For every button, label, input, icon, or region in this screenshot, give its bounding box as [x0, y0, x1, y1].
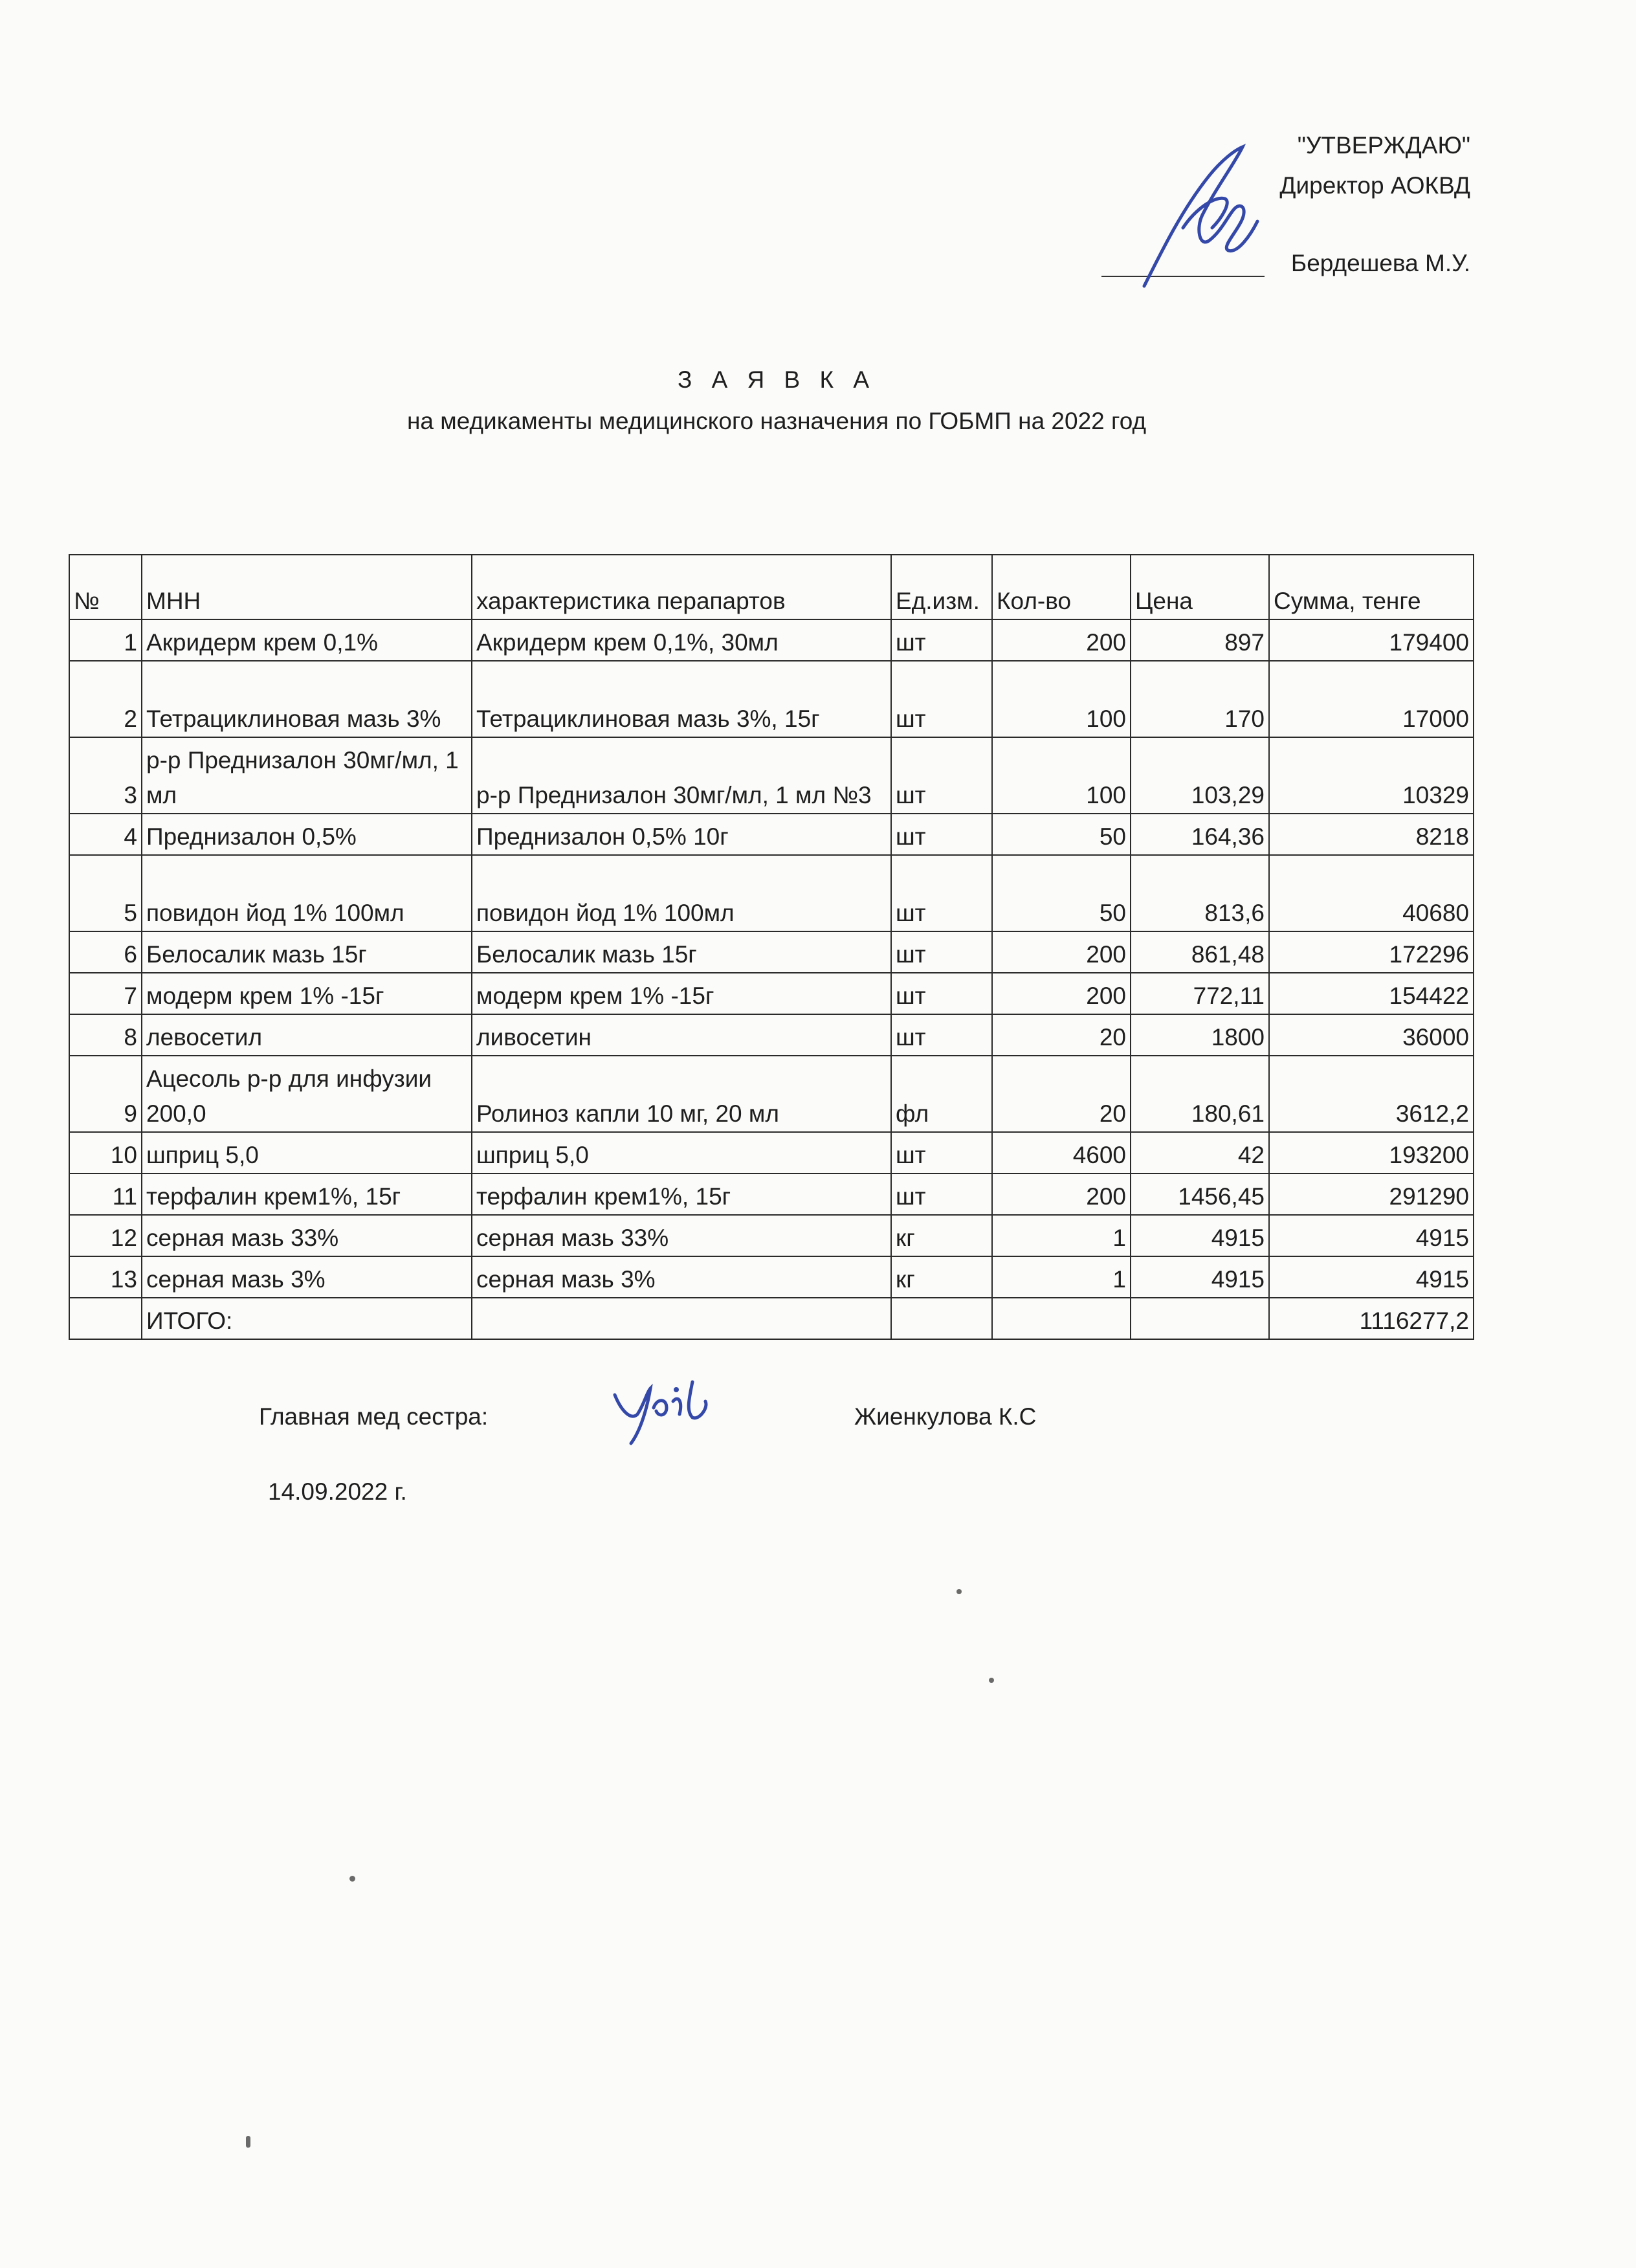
empty-cell	[472, 1298, 891, 1339]
cell-number: 3	[69, 737, 142, 814]
total-label: ИТОГО:	[142, 1298, 472, 1339]
cell-quantity: 200	[992, 1173, 1131, 1215]
table-row	[69, 973, 1474, 1014]
cell-quantity: 200	[992, 973, 1131, 1014]
cell-description: ливосетин	[472, 1014, 891, 1056]
cell-unit: шт	[891, 661, 992, 737]
table-row	[69, 1256, 1474, 1298]
cell-price: 4915	[1131, 1256, 1269, 1298]
cell-price: 4915	[1131, 1215, 1269, 1256]
cell-mnn: левосетил	[142, 1014, 472, 1056]
cell-number: 1	[69, 619, 142, 661]
cell-quantity: 100	[992, 737, 1131, 814]
cell-unit: шт	[891, 855, 992, 931]
cell-unit: кг	[891, 1215, 992, 1256]
cell-number: 5	[69, 855, 142, 931]
empty-cell	[992, 1298, 1131, 1339]
cell-sum: 36000	[1269, 1014, 1474, 1056]
cell-quantity: 50	[992, 814, 1131, 855]
nurse-signature	[602, 1375, 731, 1447]
cell-number: 9	[69, 1056, 142, 1132]
approval-stamp: "УТВЕРЖДАЮ"	[1297, 132, 1470, 159]
cell-mnn: Акридерм крем 0,1%	[142, 619, 472, 661]
cell-number: 8	[69, 1014, 142, 1056]
cell-quantity: 20	[992, 1056, 1131, 1132]
header-number: №	[69, 555, 142, 619]
cell-sum: 172296	[1269, 931, 1474, 973]
cell-mnn: модерм крем 1% -15г	[142, 973, 472, 1014]
table-row	[69, 814, 1474, 855]
footer-role: Главная мед сестра:	[259, 1403, 489, 1430]
cell-mnn: серная мазь 33%	[142, 1215, 472, 1256]
cell-sum: 154422	[1269, 973, 1474, 1014]
empty-cell	[69, 1298, 142, 1339]
cell-number: 12	[69, 1215, 142, 1256]
cell-quantity: 4600	[992, 1132, 1131, 1173]
cell-price: 1456,45	[1131, 1173, 1269, 1215]
cell-quantity: 1	[992, 1215, 1131, 1256]
cell-number: 10	[69, 1132, 142, 1173]
header-price: Цена	[1131, 555, 1269, 619]
cell-price: 813,6	[1131, 855, 1269, 931]
cell-sum: 8218	[1269, 814, 1474, 855]
cell-unit: шт	[891, 814, 992, 855]
header-mnn: МНН	[142, 555, 472, 619]
cell-unit: шт	[891, 1132, 992, 1173]
cell-description: Тетрациклиновая мазь 3%, 15г	[472, 661, 891, 737]
empty-cell	[891, 1298, 992, 1339]
cell-sum: 10329	[1269, 737, 1474, 814]
table-row	[69, 737, 1474, 814]
cell-price: 164,36	[1131, 814, 1269, 855]
cell-description: Ролиноз капли 10 мг, 20 мл	[472, 1056, 891, 1132]
scan-speck	[246, 2136, 250, 2148]
cell-price: 42	[1131, 1132, 1269, 1173]
cell-sum: 4915	[1269, 1256, 1474, 1298]
cell-price: 170	[1131, 661, 1269, 737]
cell-sum: 179400	[1269, 619, 1474, 661]
cell-number: 2	[69, 661, 142, 737]
approval-position: Директор АОКВД	[1279, 172, 1470, 199]
table-row	[69, 619, 1474, 661]
cell-number: 13	[69, 1256, 142, 1298]
cell-description: р-р Преднизалон 30мг/мл, 1 мл №3	[472, 737, 891, 814]
footer-name: Жиенкулова К.С	[854, 1403, 1037, 1430]
cell-unit: шт	[891, 737, 992, 814]
cell-description: серная мазь 3%	[472, 1256, 891, 1298]
cell-mnn: р-р Преднизалон 30мг/мл, 1 мл	[142, 737, 472, 814]
cell-unit: шт	[891, 973, 992, 1014]
header-quantity: Кол-во	[992, 555, 1131, 619]
cell-quantity: 200	[992, 931, 1131, 973]
header-description: характеристика перапартов	[472, 555, 891, 619]
total-sum: 1116277,2	[1269, 1298, 1474, 1339]
cell-mnn: шприц 5,0	[142, 1132, 472, 1173]
cell-sum: 40680	[1269, 855, 1474, 931]
scan-speck	[989, 1678, 994, 1683]
table-total-row	[69, 1298, 1474, 1339]
cell-description: Акридерм крем 0,1%, 30мл	[472, 619, 891, 661]
document-heading: З А Я В К А	[677, 366, 876, 393]
table-row	[69, 1056, 1474, 1132]
header-unit: Ед.изм.	[891, 555, 992, 619]
table-row	[69, 1014, 1474, 1056]
cell-quantity: 50	[992, 855, 1131, 931]
table-row	[69, 855, 1474, 931]
cell-number: 4	[69, 814, 142, 855]
cell-price: 897	[1131, 619, 1269, 661]
cell-mnn: Тетрациклиновая мазь 3%	[142, 661, 472, 737]
cell-number: 6	[69, 931, 142, 973]
cell-mnn: Ацесоль р-р для инфузии 200,0	[142, 1056, 472, 1132]
cell-sum: 17000	[1269, 661, 1474, 737]
header-sum: Сумма, тенге	[1269, 555, 1474, 619]
cell-description: модерм крем 1% -15г	[472, 973, 891, 1014]
cell-sum: 291290	[1269, 1173, 1474, 1215]
requisition-table	[69, 554, 1474, 1340]
cell-mnn: повидон йод 1% 100мл	[142, 855, 472, 931]
cell-price: 1800	[1131, 1014, 1269, 1056]
table-row	[69, 1132, 1474, 1173]
footer-date: 14.09.2022 г.	[268, 1478, 407, 1505]
cell-description: повидон йод 1% 100мл	[472, 855, 891, 931]
table-header-row	[69, 555, 1474, 619]
cell-price: 772,11	[1131, 973, 1269, 1014]
cell-description: терфалин крем1%, 15г	[472, 1173, 891, 1215]
cell-unit: шт	[891, 619, 992, 661]
cell-unit: шт	[891, 1173, 992, 1215]
cell-mnn: серная мазь 3%	[142, 1256, 472, 1298]
cell-mnn: Белосалик мазь 15г	[142, 931, 472, 973]
cell-unit: шт	[891, 1014, 992, 1056]
scan-speck	[956, 1589, 962, 1594]
document-subtitle: на медикаменты медицинского назначения по ГОБМП на 2022 год	[406, 408, 1147, 434]
cell-price: 180,61	[1131, 1056, 1269, 1132]
cell-unit: шт	[891, 931, 992, 973]
cell-description: серная мазь 33%	[472, 1215, 891, 1256]
cell-unit: фл	[891, 1056, 992, 1132]
empty-cell	[1131, 1298, 1269, 1339]
cell-description: Белосалик мазь 15г	[472, 931, 891, 973]
cell-number: 11	[69, 1173, 142, 1215]
table-row	[69, 1215, 1474, 1256]
cell-quantity: 20	[992, 1014, 1131, 1056]
cell-description: шприц 5,0	[472, 1132, 891, 1173]
cell-quantity: 100	[992, 661, 1131, 737]
cell-unit: кг	[891, 1256, 992, 1298]
table-row	[69, 661, 1474, 737]
approval-name: Бердешева М.У.	[1290, 250, 1470, 276]
cell-price: 103,29	[1131, 737, 1269, 814]
cell-sum: 193200	[1269, 1132, 1474, 1173]
director-signature	[1138, 137, 1267, 293]
cell-number: 7	[69, 973, 142, 1014]
table-row	[69, 1173, 1474, 1215]
cell-quantity: 200	[992, 619, 1131, 661]
cell-sum: 3612,2	[1269, 1056, 1474, 1132]
cell-quantity: 1	[992, 1256, 1131, 1298]
cell-sum: 4915	[1269, 1215, 1474, 1256]
cell-price: 861,48	[1131, 931, 1269, 973]
cell-mnn: терфалин крем1%, 15г	[142, 1173, 472, 1215]
cell-mnn: Преднизалон 0,5%	[142, 814, 472, 855]
cell-description: Преднизалон 0,5% 10г	[472, 814, 891, 855]
table-row	[69, 931, 1474, 973]
scan-speck	[349, 1876, 355, 1882]
